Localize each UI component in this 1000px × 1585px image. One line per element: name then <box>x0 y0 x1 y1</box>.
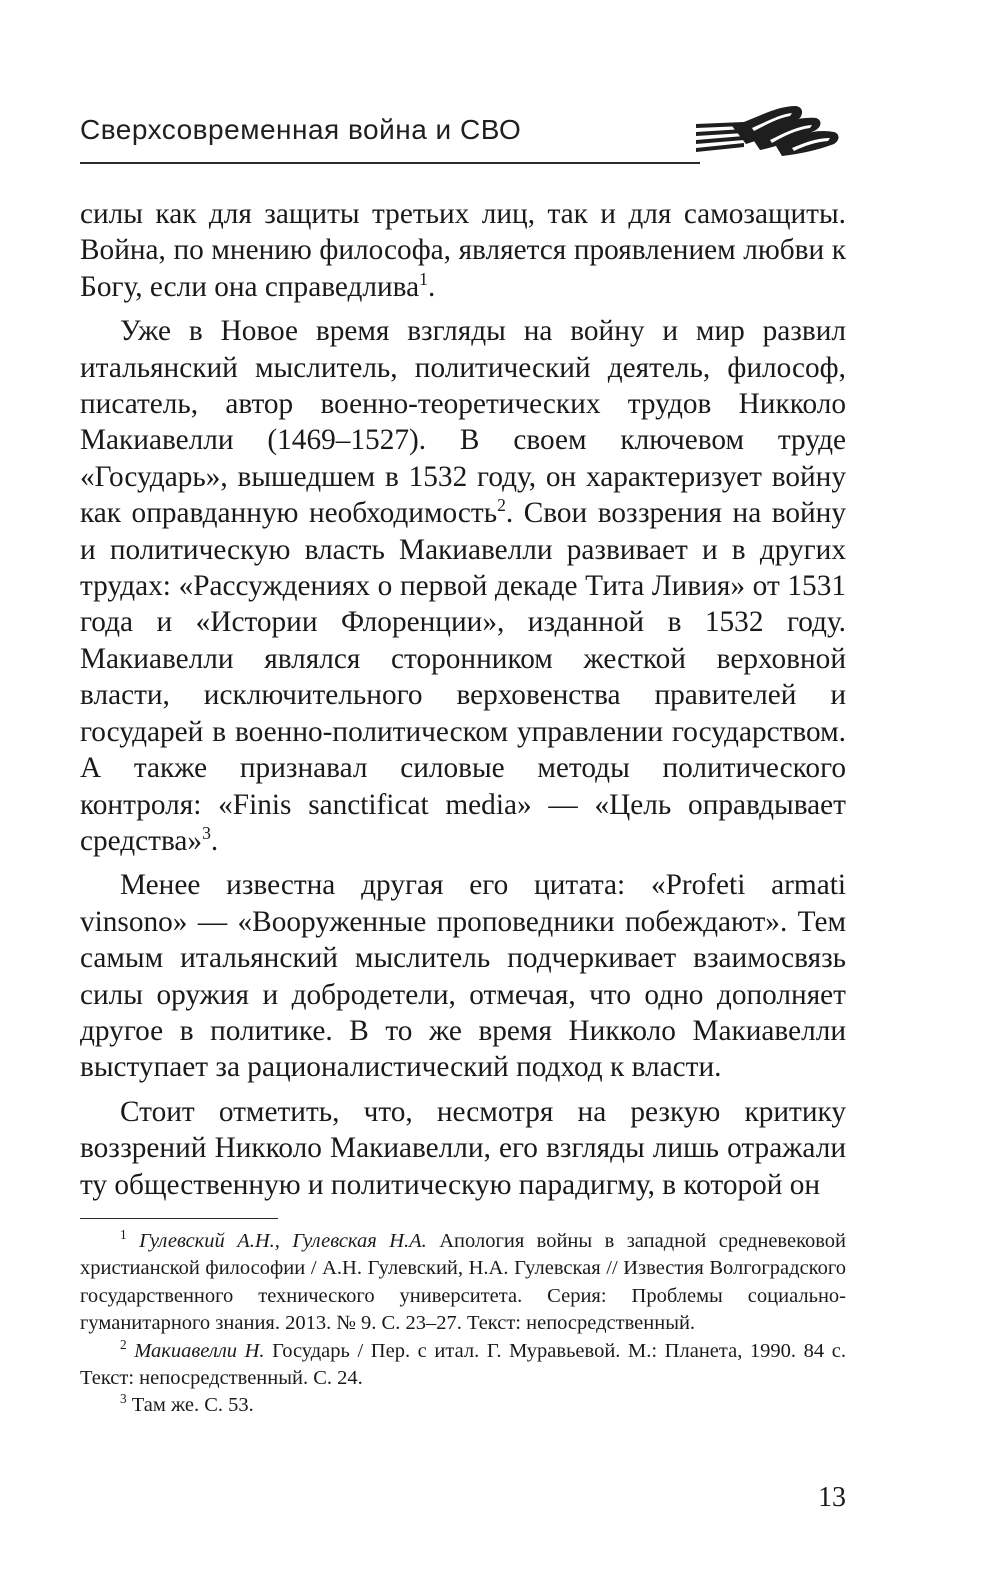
running-head <box>80 104 700 164</box>
footnote-ref-3[interactable]: 3 <box>202 823 211 844</box>
page-number: 13 <box>818 1482 846 1513</box>
footnote-author: Макиавелли Н. <box>134 1339 265 1362</box>
footnote-2 <box>80 1338 846 1393</box>
paragraph-4: Стоит отметить, что, несмотря на резкую критику воззрений Никколо Макиавелли, его взгляды лишь отражали ту общественную и политическую парадигму, в которой он <box>80 1095 846 1201</box>
footnote-3 <box>80 1392 846 1419</box>
header-rule <box>80 162 700 164</box>
footnote-marker: 2 <box>120 1336 127 1352</box>
footnote-ref-1[interactable]: 1 <box>419 269 428 290</box>
body-text <box>80 196 846 1203</box>
footnote-text: Апология войны в западной средневековой христианской философии / А.Н. Гулевский, Н.А. Гулевская // Известия Волгоградского государственного технического университета. Серия: Проблемы социально-гуманитарного знания. 2013. № 9. С. 23–27. Текст: непосредственный. <box>80 1230 846 1335</box>
footnote-author: Гулевский А.Н., Гулевская Н.А. <box>139 1230 427 1252</box>
running-title: Сверхсовременная война и СВО <box>80 114 522 145</box>
footnotes <box>80 1228 846 1420</box>
footnote-text: Там же. С. 53. <box>131 1394 254 1417</box>
flag-ribbon-icon <box>692 98 842 168</box>
footnote-marker: 1 <box>120 1227 127 1243</box>
paragraph-1: силы как для защиты третьих лиц, так и для самозащиты. Война, по мнению философа, является проявлением любви к Богу, если она справедлива$^1$. <box>80 198 846 303</box>
paragraph-3: Менее известна другая его цитата: «Profeti armati vinsono» — «Вооруженные проповедники побеждают». Тем самым итальянский мыслитель подчеркивает взаимосвязь силы оружия и добродетели, отмечая, что одно дополняет другое в политике. В то же время Никколо Макиавелли выступает за рационалистический подход к власти. <box>80 869 846 1084</box>
footnote-rule <box>80 1218 278 1219</box>
footnote-text: Государь / Пер. с итал. Г. Муравьевой. М.: Планета, 1990. 84 с. Текст: непосредственный. С. 24. <box>80 1339 846 1390</box>
footnote-ref-2[interactable]: 2 <box>497 495 506 516</box>
footnote-marker: 3 <box>120 1391 127 1407</box>
paragraph-2: Уже в Новое время взгляды на войну и мир развил итальянский мыслитель, политический деятель, философ, писатель, автор военно-теоретических трудов Никколо Макиавелли (1469–1527). В своем ключевом труде «Государь», вышедшем в 1532 году, он характеризует войну как оправданную необходимость$^2$. Свои воззрения на войну и политическую власть Макиавелли развивает и в других трудах: «Рассуждениях о первой декаде Тита Ливия» от 1531 года и «Истории Флоренции», изданной в 1532 году. Макиавелли являлся сторонником жесткой верховной власти, исключительного верховенства правителей и государей в военно-политическом управлении государством. А также признавал силовые методы политического контроля: «Finis sanctificat media» — «Цель оправдывает средства»$^3$. <box>80 315 847 857</box>
footnote-1 <box>80 1228 846 1338</box>
